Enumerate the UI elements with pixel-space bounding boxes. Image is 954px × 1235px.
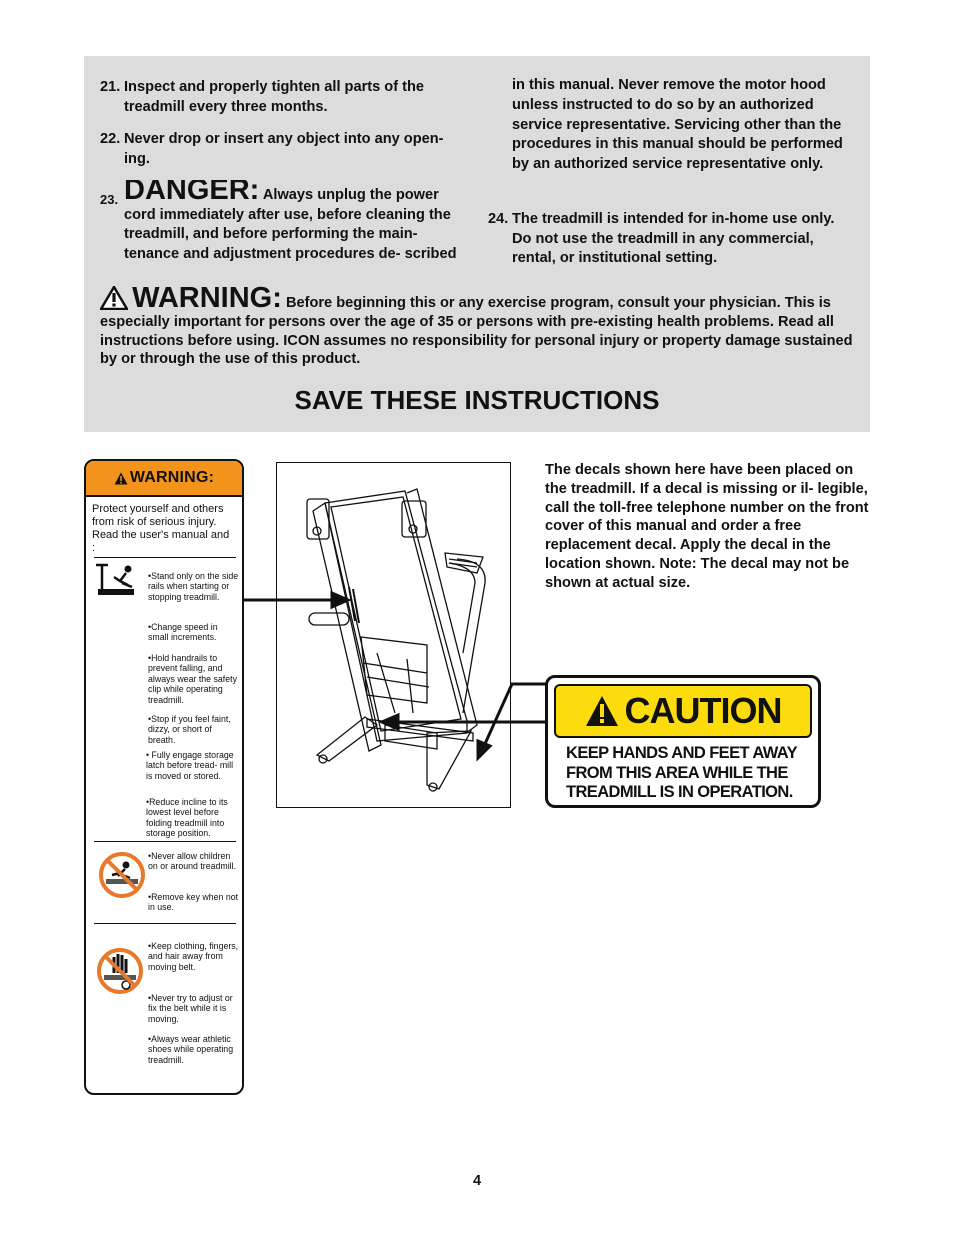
rule-change-speed: •Change speed in small increments.: [148, 622, 218, 643]
rule-no-children: •Never allow children on or around treadmill.: [148, 851, 237, 872]
instruction-22-number: 22.: [100, 131, 121, 147]
danger-label: DANGER:: [124, 180, 260, 206]
instruction-21-text: Inspect and properly tighten all parts of the treadmill every three months.: [124, 79, 425, 115]
page-number: 4: [472, 1173, 482, 1189]
caution-header: [554, 684, 812, 738]
rule-storage-latch: • Fully engage storage latch before tread- mill is moved or stored.: [146, 750, 234, 781]
caution-line-2: FROM THIS AREA WHILE THE: [566, 763, 788, 782]
warning-label: WARNING:: [132, 282, 282, 314]
decal-header-label: WARNING:: [129, 469, 215, 486]
warning-triangle-icon: [114, 472, 128, 485]
no-children-icon: [98, 851, 146, 899]
divider: [94, 923, 236, 924]
warning-paragraph: [100, 282, 860, 369]
instruction-24: [488, 210, 858, 269]
instruction-21: [100, 78, 470, 117]
rule-keep-clothing: •Keep clothing, fingers, and hair away from moving belt.: [148, 941, 239, 972]
rule-side-rails: •Stand only on the side rails when starting or stopping treadmill.: [148, 571, 239, 602]
caution-line-1: KEEP HANDS AND FEET AWAY: [566, 744, 798, 762]
decal-intro: Protect yourself and others from risk of serious injury. Read the user's manual and :: [92, 503, 230, 554]
instruction-23-text-continued: in this manual. Never remove the motor hood unless instructed to do so by an authorized service representative. Servicing other than the procedures in this manual should be performed by an authorized service representative only.: [512, 78, 843, 172]
decal-header: [86, 461, 242, 497]
divider: [94, 841, 236, 842]
instruction-24-text: The treadmill is intended for in-home use only. Do not use the treadmill in any commercial, rental, or institutional setting.: [512, 211, 835, 267]
no-hands-belt-icon: [96, 945, 144, 997]
caution-exclamation-icon: [585, 695, 619, 727]
decals-note: The decals shown here have been placed on the treadmill. If a decal is missing or il- legible, call the toll-free telephone number on the front cover of this manual and order a free replacement decal. Apply the decal in the location shown. Note: The decal may not be shown at actual size.: [545, 462, 869, 591]
side-rail-icon: [92, 561, 140, 601]
instruction-23: [100, 180, 470, 266]
caution-line-3: TREADMILL IS IN OPERATION.: [566, 783, 793, 801]
caution-decal: [545, 675, 821, 808]
instruction-23-continued: [512, 78, 862, 196]
warning-text: Before beginning this or any exercise program, consult your physician. This is especially important for persons over the age of 35 or persons with pre-existing health problems. Read all instructions before using. ICON assumes no responsibility for personal injury or property damage sustained by or through the use of this product.: [100, 295, 853, 368]
rule-remove-key: •Remove key when not in use.: [148, 892, 239, 913]
instruction-22-text: Never drop or insert any object into any open- ing.: [124, 131, 444, 167]
instruction-22: [100, 130, 470, 169]
instruction-21-number: 21.: [100, 79, 121, 95]
caution-text: [548, 738, 818, 803]
save-instructions-title: SAVE THESE INSTRUCTIONS: [294, 385, 660, 415]
rule-reduce-incline: •Reduce incline to its lowest level before folding treadmill into storage position.: [146, 797, 228, 839]
rule-stop-faint: •Stop if you feel faint, dizzy, or short of breath.: [148, 714, 231, 745]
treadmill-illustration: [277, 463, 510, 807]
rule-never-adjust-belt: •Never try to adjust or fix the belt while it is moving.: [148, 993, 233, 1024]
treadmill-figure: [276, 462, 511, 808]
caution-label: CAUTION: [624, 690, 782, 731]
warning-triangle-icon: [100, 286, 128, 310]
instruction-23-text: Always unplug the power cord immediately after use, before cleaning the treadmill, and before performing the main- tenance and adjustment procedures de- scribed: [124, 187, 457, 262]
warning-decal: [84, 459, 244, 1095]
instruction-23-number: 23.: [100, 192, 119, 207]
rule-athletic-shoes: •Always wear athletic shoes while operating treadmill.: [148, 1034, 234, 1065]
instruction-24-number: 24.: [488, 211, 509, 227]
rule-handrails: •Hold handrails to prevent falling, and always wear the safety clip while operating treadmill.: [148, 653, 237, 705]
divider: [94, 557, 236, 558]
